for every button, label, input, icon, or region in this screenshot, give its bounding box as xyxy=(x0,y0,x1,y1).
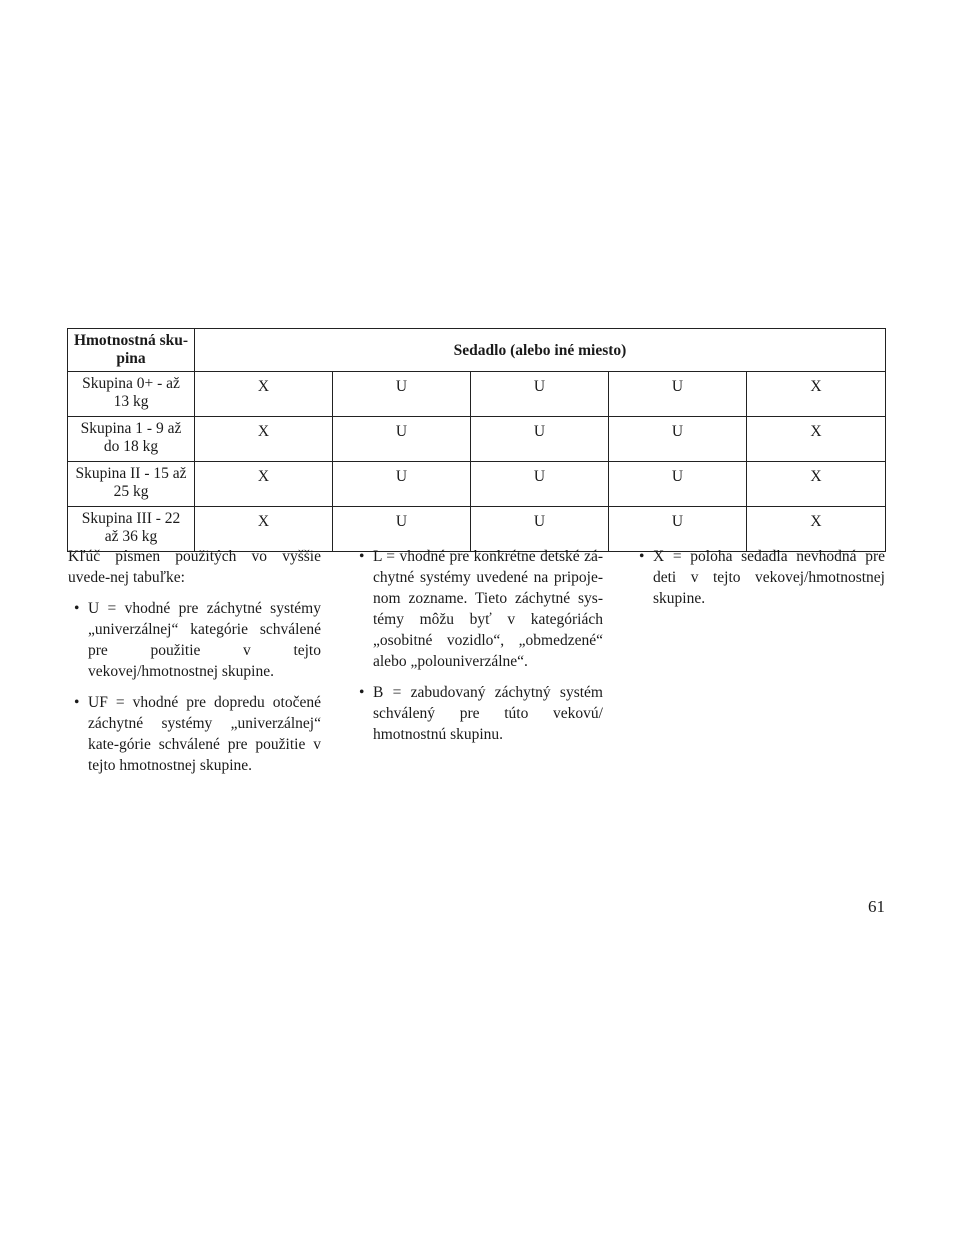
legend-list xyxy=(353,546,603,745)
seat-value-cell: U xyxy=(471,372,609,417)
legend-column-3 xyxy=(633,546,885,619)
bullet-icon: • xyxy=(359,684,365,701)
bullet-icon: • xyxy=(359,548,365,565)
seat-value-cell: U xyxy=(609,417,747,462)
weight-group-header: Hmotnostná sku-pina xyxy=(68,329,195,372)
legend-intro: Kľúč písmen použitých vo vyššie uvede-nej tabuľke: xyxy=(68,548,321,586)
table-row xyxy=(68,507,886,552)
table-row xyxy=(68,372,886,417)
legend-list xyxy=(68,598,321,776)
seat-value-cell: X xyxy=(747,417,886,462)
bullet-icon: • xyxy=(639,548,645,565)
legend-list xyxy=(633,546,885,609)
seat-value-cell: U xyxy=(609,462,747,507)
bullet-icon: • xyxy=(74,600,80,617)
seat-value-cell: X xyxy=(747,507,886,552)
legend-item xyxy=(353,682,603,745)
seat-value-cell: U xyxy=(471,462,609,507)
seat-value-cell: X xyxy=(747,372,886,417)
bullet-icon: • xyxy=(74,694,80,711)
legend-item-text: U = vhodné pre záchytné systémy „univerzálnej“ kategórie schválené pre použitie v tejto vekovej/hmotnostnej skupine. xyxy=(88,600,321,680)
seat-value-cell: X xyxy=(195,462,333,507)
seat-value-cell: U xyxy=(471,417,609,462)
table-row xyxy=(68,417,886,462)
seat-value-cell: U xyxy=(333,462,471,507)
legend-column-2 xyxy=(353,546,603,755)
table-header-row xyxy=(68,329,886,372)
weight-group-cell: Skupina II - 15 až 25 kg xyxy=(68,462,195,507)
legend-item xyxy=(633,546,885,609)
legend-item xyxy=(353,546,603,672)
page-number: 61 xyxy=(868,897,885,916)
seat-header: Sedadlo (alebo iné miesto) xyxy=(195,329,886,372)
table-row xyxy=(68,462,886,507)
legend-item-text: B = zabudovaný záchytný systém schválený pre túto vekovú/ hmotnostnú skupinu. xyxy=(373,684,603,743)
seat-value-cell: U xyxy=(609,507,747,552)
seat-value-cell: U xyxy=(333,372,471,417)
seat-value-cell: U xyxy=(471,507,609,552)
seat-value-cell: X xyxy=(747,462,886,507)
seat-value-cell: U xyxy=(333,507,471,552)
legend-item xyxy=(68,598,321,682)
legend-column-1 xyxy=(68,546,321,786)
legend-item-text: X = poloha sedadla nevhodná pre deti v tejto vekovej/hmotnostnej skupine. xyxy=(653,548,885,607)
weight-group-cell: Skupina 0+ - až 13 kg xyxy=(68,372,195,417)
seat-value-cell: X xyxy=(195,417,333,462)
legend-item-text: UF = vhodné pre dopredu otočené záchytné systémy „univerzálnej“ kate-górie schválené pre použitie v tejto hmotnostnej skupine. xyxy=(88,694,321,774)
legend-item-text: L = vhodné pre konkrétne detské zá-chytné systémy uvedené na pripoje-nom zozname. Tieto záchytné sys-témy môžu byť v kategóriách „osobitné vozidlo“, „obmedzené“ alebo „polouniverzálne“. xyxy=(373,548,603,670)
seat-value-cell: X xyxy=(195,507,333,552)
weight-group-cell: Skupina 1 - 9 až do 18 kg xyxy=(68,417,195,462)
seat-value-cell: U xyxy=(333,417,471,462)
legend-item xyxy=(68,692,321,776)
weight-group-cell: Skupina III - 22 až 36 kg xyxy=(68,507,195,552)
seat-value-cell: X xyxy=(195,372,333,417)
seat-value-cell: U xyxy=(609,372,747,417)
child-seat-table xyxy=(67,328,886,552)
